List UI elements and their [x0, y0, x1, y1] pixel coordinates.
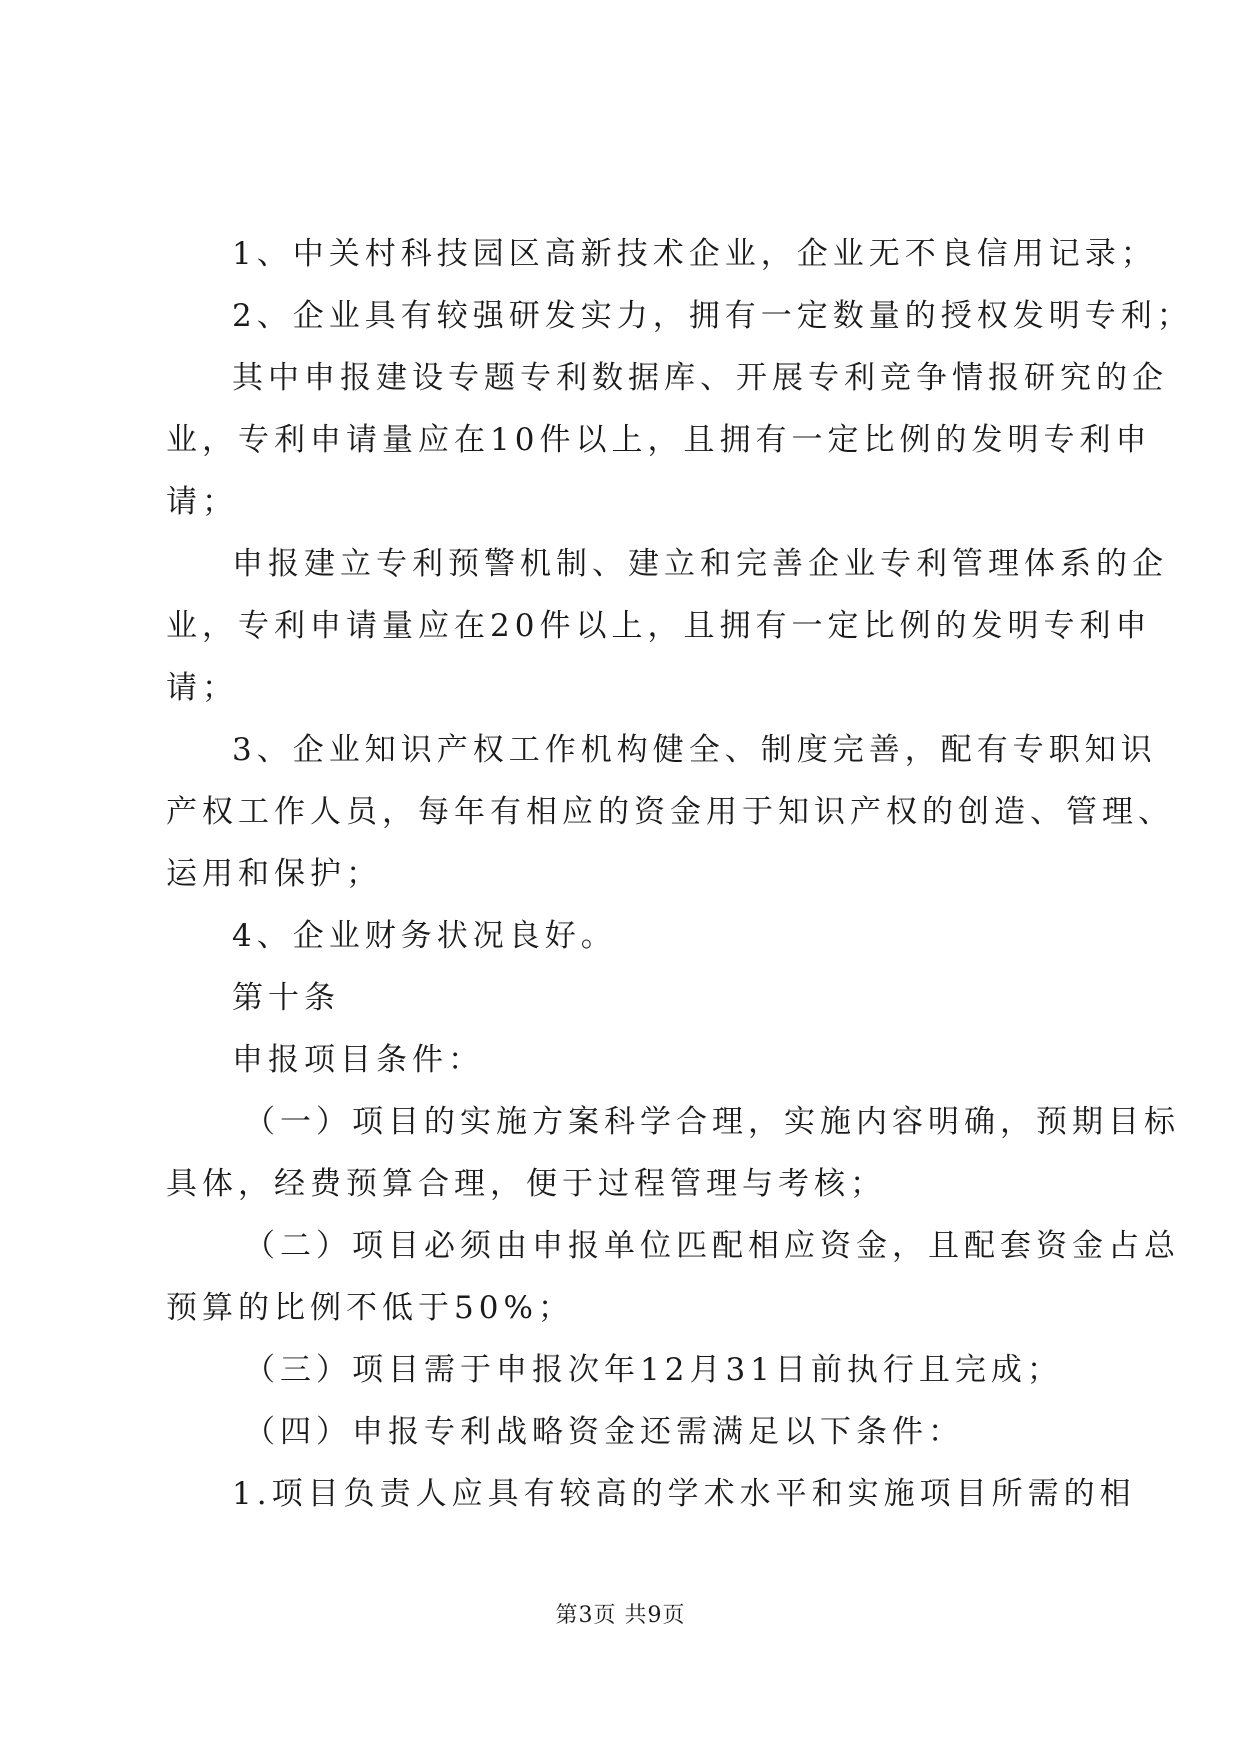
line-21: 1.项目负责人应具有较高的学术水平和实施项目所需的相	[232, 1476, 1136, 1512]
line-15: （一）项目的实施方案科学合理，实施内容明确，预期目标	[244, 1104, 1180, 1140]
line-8: 请；	[166, 670, 238, 706]
line-12: 4、企业财务状况良好。	[232, 918, 617, 954]
document-body	[166, 223, 1193, 1525]
line-14: 申报项目条件：	[232, 1042, 484, 1078]
line-4: 业，专利申请量应在10件以上，且拥有一定比例的发明专利申	[166, 422, 1152, 458]
line-19: （三）项目需于申报次年12月31日前执行且完成；	[244, 1352, 1063, 1388]
line-3: 其中申报建设专题专利数据库、开展专利竞争情报研究的企	[232, 360, 1168, 396]
line-20: （四）申报专利战略资金还需满足以下条件：	[244, 1414, 964, 1450]
page-number-footer: 第3页 共9页	[555, 1603, 686, 1628]
line-17: （二）项目必须由申报单位匹配相应资金，且配套资金占总	[244, 1228, 1180, 1264]
line-11: 运用和保护；	[166, 856, 382, 892]
line-1: 1、中关村科技园区高新技术企业，企业无不良信用记录；	[232, 236, 1157, 272]
line-18: 预算的比例不低于50%；	[166, 1290, 574, 1326]
line-5: 请；	[166, 484, 238, 520]
section-heading: 第十条	[232, 980, 340, 1016]
line-16: 具体，经费预算合理，便于过程管理与考核；	[166, 1166, 886, 1202]
line-7: 业，专利申请量应在20件以上，且拥有一定比例的发明专利申	[166, 608, 1152, 644]
line-9: 3、企业知识产权工作机构健全、制度完善，配有专职知识	[232, 732, 1157, 768]
line-6: 申报建立专利预警机制、建立和完善企业专利管理体系的企	[232, 546, 1168, 582]
line-10: 产权工作人员，每年有相应的资金用于知识产权的创造、管理、	[166, 794, 1174, 830]
line-2: 2、企业具有较强研发实力，拥有一定数量的授权发明专利；	[232, 298, 1193, 334]
